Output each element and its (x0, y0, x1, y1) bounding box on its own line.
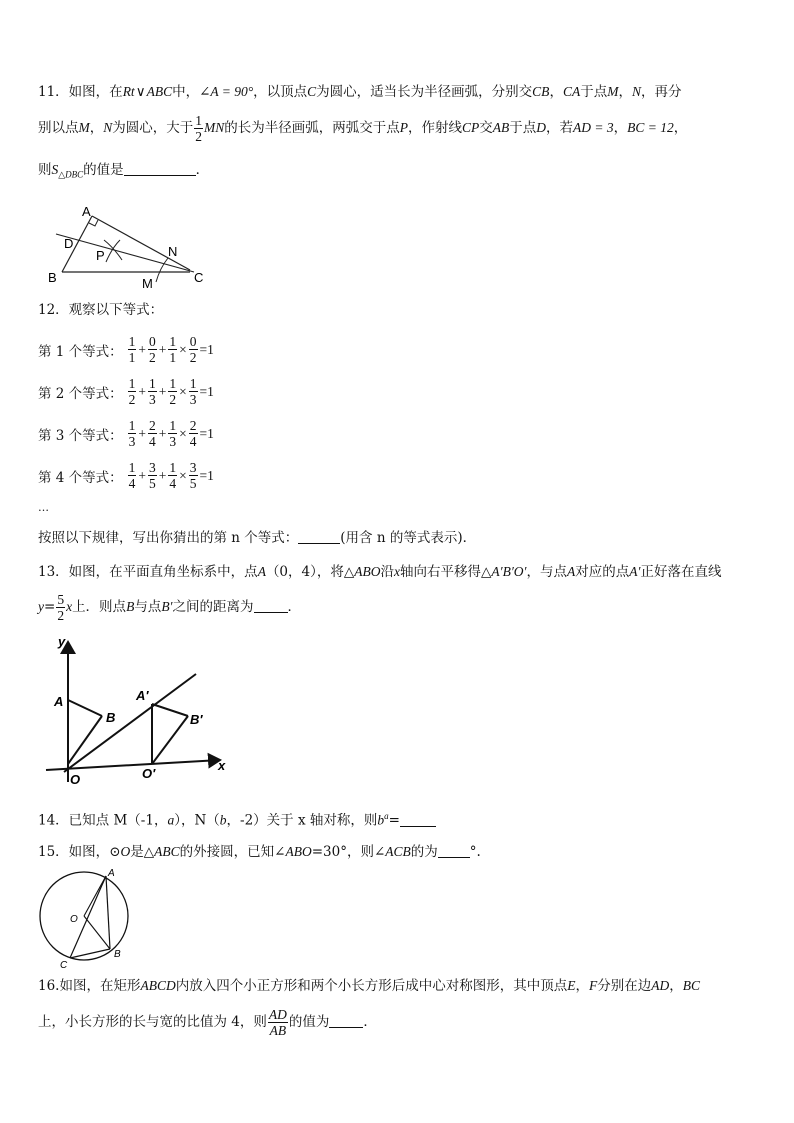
fig11-label-C: C (194, 270, 204, 285)
answer-blank-12[interactable] (298, 529, 340, 544)
q13-line-2: y= $\frac{5}{2}$ x上．则点B与点B′之间的距离为 ． (38, 592, 302, 623)
equation-row (38, 376, 215, 407)
equation-label: 第 3 个等式： (38, 427, 123, 444)
fig11-label-N: N (168, 244, 178, 259)
fig13-label-B: B (106, 710, 116, 725)
operator: × (179, 467, 187, 483)
fraction-ad-ab: $\frac{AD}{AB}$ (268, 1007, 287, 1038)
operator: × (179, 383, 187, 399)
operator: × (179, 341, 187, 357)
fraction: $\frac{2}{4}$ (149, 418, 156, 449)
fig15-label-C: C (60, 960, 68, 971)
fig11-label-D: D (64, 236, 74, 251)
fig15-label-A: A (108, 868, 115, 879)
q11-line-3: 则$S_{\triangle DBC}$的值是 ． (38, 162, 210, 180)
q16-line-2: 上，小长方形的长与宽的比值为 4，则 $\frac{AD}{AB}$ 的值为 ． (38, 1007, 377, 1038)
q11-line-1: 11．如图，在Rt∨ABC中，∠A = 90°，以顶点C为圆心，适当长为半径画弧，分别交CB，CA于点M，N，再分 (38, 84, 682, 100)
equation-result: =1 (199, 383, 214, 399)
fraction: $\frac{1}{3}$ (128, 418, 136, 449)
answer-blank-13[interactable] (254, 598, 288, 613)
fraction: $\frac{1}{1}$ (169, 334, 177, 365)
answer-blank-16[interactable] (329, 1013, 363, 1028)
fraction: $\frac{0}{2}$ (189, 334, 197, 365)
fig11-label-M: M (142, 276, 153, 290)
fig13-label-A: A (54, 694, 64, 709)
equation-label: 第 4 个等式： (38, 469, 123, 486)
fig13-label-O-prime: O′ (142, 766, 156, 781)
fig13-label-A-prime: A′ (136, 688, 149, 703)
fraction: $\frac{1}{4}$ (169, 460, 177, 491)
q11-figure (44, 200, 214, 290)
fraction: $\frac{2}{4}$ (189, 418, 197, 449)
q16-line-1: 16.如图，在矩形ABCD内放入四个小正方形和两个小长方形后成中心对称图形，其中顶点E，F分别在边AD，BC (38, 978, 700, 994)
operator: + (138, 341, 147, 357)
operator: + (138, 467, 147, 483)
fig15-label-O: O (70, 914, 78, 925)
q13-figure (38, 632, 238, 787)
fraction: $\frac{1}{2}$ (169, 376, 177, 407)
q13-line-1: 13．如图，在平面直角坐标系中，点A（0，4），将△ABO沿x轴向右平移得△A′B′O′，与点A对应的点A′正好落在直线 (38, 564, 722, 580)
answer-blank-15[interactable] (438, 843, 470, 858)
operator: + (138, 383, 147, 399)
fraction: $\frac{3}{5}$ (149, 460, 156, 491)
q11-line-2: 别以点M，N为圆心，大于 $\frac{1}{2}$ MN的长为半径画弧，两弧交于点P，作射线CP交AB于点D，若AD = 3，BC = 12， (38, 113, 688, 144)
equation-row (38, 460, 215, 491)
fraction: $\frac{1}{3}$ (149, 376, 156, 407)
fraction: $\frac{1}{1}$ (128, 334, 136, 365)
fraction: $\frac{1}{3}$ (189, 376, 197, 407)
answer-blank-11[interactable] (124, 161, 196, 176)
fraction: $\frac{1}{2}$ (128, 376, 136, 407)
fraction: $\frac{1}{4}$ (128, 460, 136, 491)
fig13-label-B-prime: B′ (190, 712, 203, 727)
fig11-label-P: P (96, 248, 105, 263)
fig11-label-B: B (48, 270, 57, 285)
q12-ellipsis: … (38, 501, 49, 514)
equation-result: =1 (199, 467, 214, 483)
q12-question: 按照以下规律，写出你猜出的第 n 个等式： (用含 n 的等式表示)． (38, 530, 477, 546)
equation-result: =1 (199, 341, 214, 357)
q15-line: 15．如图，⊙O是△ABC的外接圆，已知∠ABO=30°，则∠ACB的为 °. (38, 844, 481, 860)
fig13-label-y: y (58, 634, 66, 649)
q14-line: 14．已知点 M（-1，a），N（b，-2）关于 x 轴对称，则$b^a=$ (38, 806, 436, 831)
fig15-label-B: B (114, 949, 121, 960)
equation-label: 第 1 个等式： (38, 343, 123, 360)
equation-result: =1 (199, 425, 214, 441)
operator: + (158, 467, 167, 483)
fraction-five-halves: $\frac{5}{2}$ (57, 592, 65, 623)
q12-title: 12．观察以下等式： (38, 302, 164, 318)
operator: + (138, 425, 147, 441)
fig13-label-x: x (218, 758, 226, 773)
fraction: $\frac{1}{3}$ (169, 418, 177, 449)
operator: + (158, 383, 167, 399)
answer-blank-14[interactable] (400, 812, 436, 827)
fraction: $\frac{0}{2}$ (149, 334, 156, 365)
operator: + (158, 425, 167, 441)
operator: + (158, 341, 167, 357)
fig11-label-A: A (82, 204, 91, 219)
q15-figure (34, 864, 134, 974)
fraction-half: $\frac{1}{2}$ (195, 113, 203, 144)
fraction: $\frac{3}{5}$ (189, 460, 197, 491)
equation-row (38, 334, 215, 365)
equation-row (38, 418, 215, 449)
equation-label: 第 2 个等式： (38, 385, 123, 402)
operator: × (179, 425, 187, 441)
fig13-label-O: O (70, 772, 81, 787)
